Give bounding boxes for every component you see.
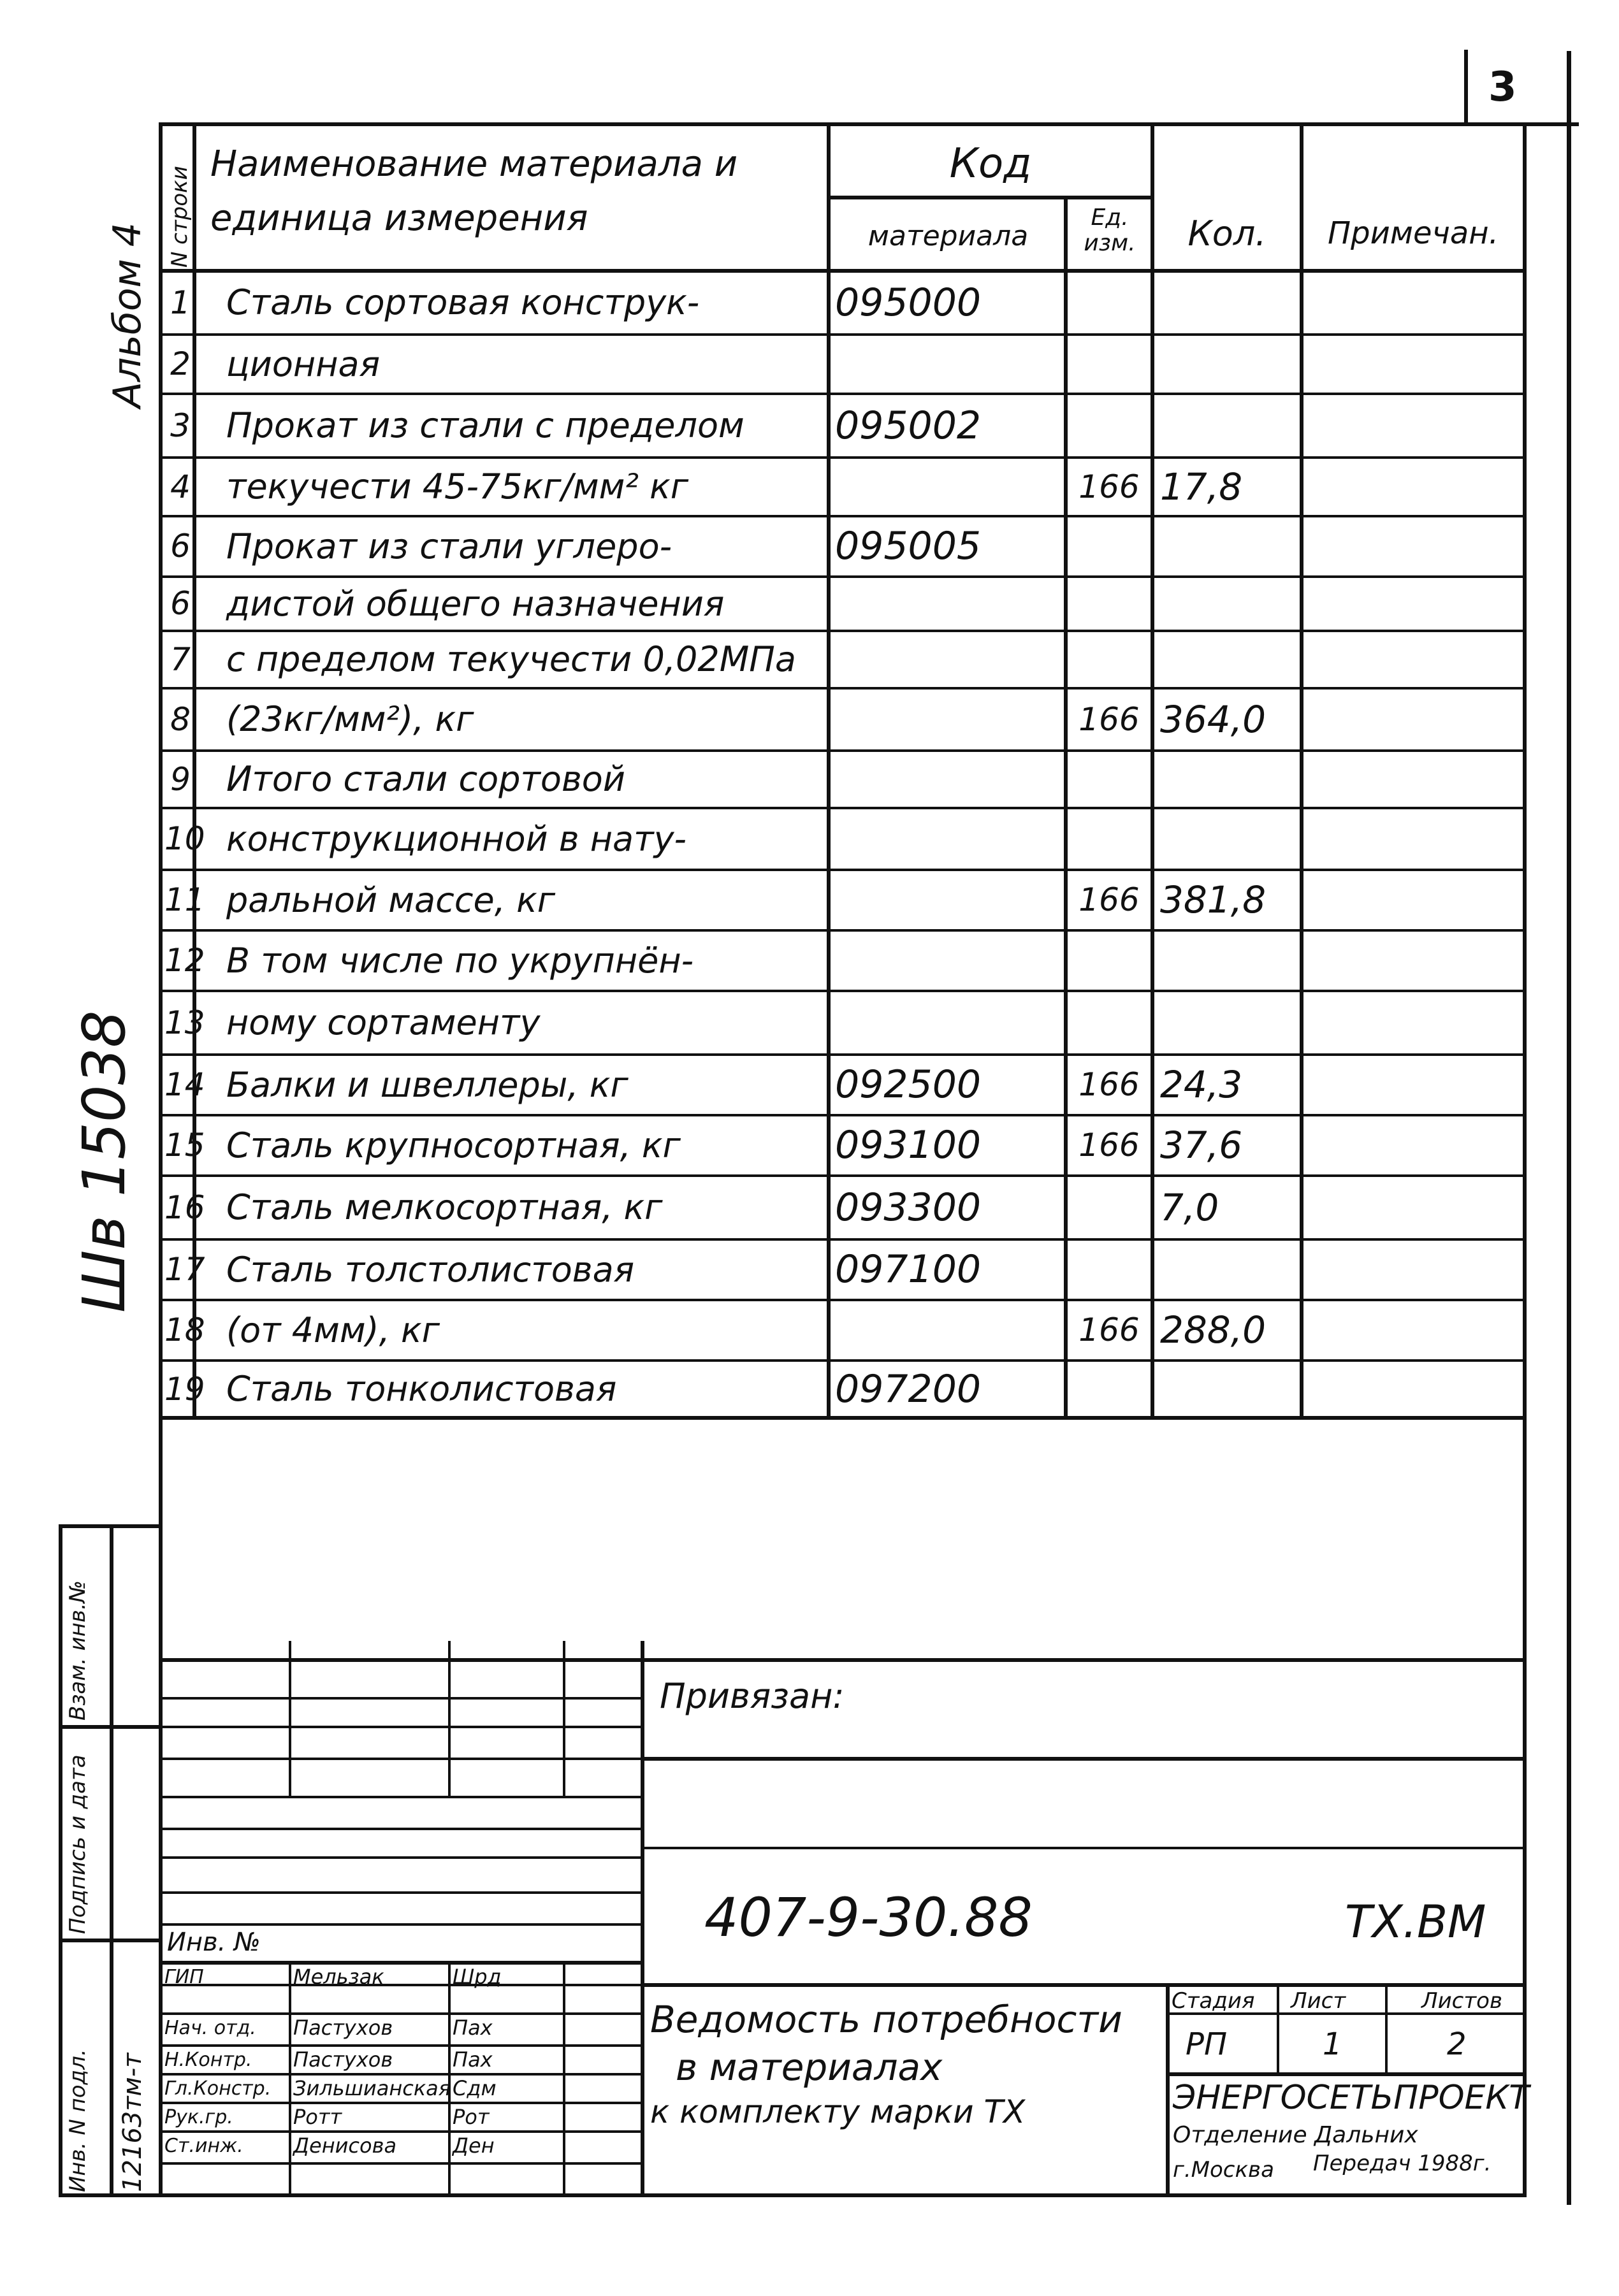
- signer-name: Пастухов: [293, 2016, 393, 2040]
- cell-qty: 7,0: [1160, 1186, 1219, 1229]
- cell-code: 095000: [835, 280, 982, 325]
- cell-code: 095005: [835, 524, 982, 568]
- cell-code: [835, 335, 1064, 394]
- cell-qty: [1160, 1239, 1300, 1300]
- cell-note: [1307, 1176, 1523, 1239]
- cell-unit: [1066, 1176, 1152, 1239]
- cell-no: 14: [164, 1066, 205, 1103]
- cell-qty: 381,8: [1160, 878, 1267, 921]
- signer-role: Ст.инж.: [164, 2135, 243, 2157]
- cell-unit: [1066, 930, 1152, 991]
- cell-qty: 37,6: [1160, 1123, 1243, 1167]
- cell-no: 1: [170, 284, 191, 321]
- title-line-3: к комплекту марки ТХ: [650, 2093, 1026, 2130]
- cell-qty: [1160, 751, 1300, 808]
- cell-unit: [1066, 751, 1152, 808]
- sheets-label: Листов: [1421, 1988, 1503, 2014]
- cell-qty: [1160, 516, 1300, 577]
- header-name: Наименование материала и единица измерения: [210, 143, 738, 239]
- stage-value: РП: [1186, 2026, 1228, 2062]
- cell-note: [1307, 1361, 1523, 1418]
- cell-unit: [1066, 394, 1152, 458]
- signer-sign: Шрд: [453, 1965, 502, 1989]
- cell-note: [1307, 458, 1523, 516]
- cell-code: 093100: [835, 1123, 982, 1167]
- cell-unit: 166: [1078, 701, 1140, 738]
- cell-name: текучести 45-75кг/мм² кг: [226, 466, 689, 507]
- cell-code: [835, 577, 1064, 631]
- cell-no: 13: [164, 1004, 205, 1041]
- cell-name: В том числе по укрупнён-: [226, 941, 694, 981]
- cell-code: [835, 631, 1064, 688]
- cell-no: 17: [164, 1251, 205, 1288]
- signer-role: Рук.гр.: [164, 2106, 233, 2128]
- cell-code: 095002: [835, 403, 982, 448]
- title-line-2: в материалах: [676, 2046, 943, 2089]
- cell-no: 9: [170, 761, 191, 798]
- stamp-inv-podl-value: 12163тм-т: [118, 2053, 147, 2192]
- sheet-label: Лист: [1291, 1988, 1346, 2014]
- cell-code: [835, 930, 1064, 991]
- cell-no: 15: [164, 1127, 205, 1164]
- signer-sign: Рот: [453, 2105, 490, 2129]
- cell-note: [1307, 1055, 1523, 1115]
- cell-unit: [1066, 335, 1152, 394]
- header-code-group: Код: [949, 140, 1032, 187]
- document-number: 407-9-30.88: [704, 1886, 1033, 1949]
- cell-note: [1307, 1300, 1523, 1361]
- cell-name: ральной массе, кг: [226, 880, 556, 920]
- cell-name: Сталь тонколистовая: [226, 1369, 617, 1409]
- inv-no-label: Инв. №: [167, 1928, 261, 1957]
- cell-unit: [1066, 271, 1152, 335]
- signer-name: Денисова: [293, 2134, 397, 2158]
- header-qty: Кол.: [1187, 213, 1267, 254]
- cell-qty: [1160, 335, 1300, 394]
- cell-unit: [1066, 1361, 1152, 1418]
- signer-role: Н.Контр.: [164, 2049, 252, 2071]
- cell-note: [1307, 1115, 1523, 1176]
- cell-name: Итого стали сортовой: [226, 759, 625, 799]
- cell-name: Сталь сортовая конструк-: [226, 282, 700, 322]
- cell-name: Прокат из стали углеро-: [226, 526, 672, 567]
- sheet-value: 1: [1323, 2026, 1342, 2062]
- signer-name: Ротт: [293, 2105, 342, 2129]
- cell-code: [835, 808, 1064, 870]
- cell-unit: 166: [1078, 1066, 1140, 1103]
- cell-qty: [1160, 930, 1300, 991]
- cell-qty: [1160, 991, 1300, 1055]
- signer-role: Нач. отд.: [164, 2017, 256, 2039]
- cell-code: 093300: [835, 1185, 982, 1230]
- cell-note: [1307, 1239, 1523, 1300]
- stamp-inv-podl-label: Инв. N подл.: [65, 2049, 91, 2192]
- cell-qty: [1160, 394, 1300, 458]
- cell-note: [1307, 631, 1523, 688]
- cell-unit: [1066, 808, 1152, 870]
- cell-code: [835, 991, 1064, 1055]
- cell-note: [1307, 751, 1523, 808]
- cell-code: [835, 1300, 1064, 1361]
- cell-unit: 166: [1078, 468, 1140, 505]
- cell-name: (от 4мм), кг: [226, 1310, 440, 1350]
- document-mark: ТХ.ВМ: [1345, 1896, 1486, 1948]
- album-label: Альбом 4: [105, 222, 150, 408]
- stamp-vzam-label: Взам. инв.№: [65, 1580, 91, 1721]
- cell-no: 12: [164, 942, 205, 979]
- stage-label: Стадия: [1172, 1988, 1255, 2014]
- cell-unit: 166: [1078, 881, 1140, 918]
- cell-code: 097200: [835, 1367, 982, 1412]
- org-sub-2: г.Москва: [1173, 2157, 1274, 2183]
- signer-sign: Ден: [453, 2134, 495, 2158]
- cell-note: [1307, 516, 1523, 577]
- header-material-code: материала: [868, 220, 1029, 252]
- cell-code: [835, 688, 1064, 751]
- cell-no: 2: [170, 345, 191, 382]
- cell-name: Балки и швеллеры, кг: [226, 1065, 628, 1105]
- cell-name: ному сортаменту: [226, 1002, 541, 1043]
- cell-qty: [1160, 1361, 1300, 1418]
- cell-name: Прокат из стали с пределом: [226, 405, 744, 445]
- header-note: Примечан.: [1328, 215, 1499, 251]
- cell-qty: [1160, 577, 1300, 631]
- cell-note: [1307, 688, 1523, 751]
- cell-code: 097100: [835, 1247, 982, 1292]
- cell-unit: [1066, 631, 1152, 688]
- cell-no: 18: [164, 1311, 205, 1348]
- cell-unit: [1066, 516, 1152, 577]
- org-sub-3: Передач 1988г.: [1313, 2151, 1492, 2176]
- cell-no: 6: [170, 528, 191, 565]
- cell-unit: 166: [1078, 1127, 1140, 1164]
- cell-name: Сталь мелкосортная, кг: [226, 1187, 663, 1227]
- cell-note: [1307, 991, 1523, 1055]
- inventory-code-label: Шв 15038: [70, 1010, 138, 1313]
- signer-name: Мельзак: [293, 1965, 384, 1989]
- cell-qty: 24,3: [1160, 1063, 1243, 1106]
- header-unit-code: Ед. изм.: [1084, 205, 1136, 256]
- cell-name: Сталь толстолистовая: [226, 1250, 635, 1290]
- cell-name: Сталь крупносортная, кг: [226, 1125, 681, 1166]
- cell-no: 3: [170, 407, 191, 444]
- cell-code: 092500: [835, 1062, 982, 1107]
- cell-no: 4: [170, 468, 191, 505]
- cell-unit: [1066, 1239, 1152, 1300]
- cell-no: 16: [164, 1189, 205, 1226]
- cell-qty: [1160, 271, 1300, 335]
- cell-name: конструкционной в нату-: [226, 819, 687, 859]
- cell-qty: 364,0: [1160, 698, 1267, 741]
- cell-code: [835, 870, 1064, 930]
- cell-name: (23кг/мм²), кг: [226, 699, 474, 739]
- cell-unit: [1066, 577, 1152, 631]
- cell-note: [1307, 577, 1523, 631]
- sheets-value: 2: [1447, 2026, 1467, 2062]
- cell-name: ционная: [226, 344, 381, 384]
- cell-no: 19: [164, 1371, 205, 1408]
- cell-note: [1307, 271, 1523, 335]
- signer-role: ГИП: [164, 1966, 204, 1988]
- signer-name: Пастухов: [293, 2047, 393, 2072]
- signer-name: Зильшианская: [293, 2076, 451, 2100]
- cell-qty: 17,8: [1160, 465, 1243, 509]
- stamp-podpis-label: Подпись и дата: [65, 1754, 91, 1934]
- signer-sign: Пах: [453, 2016, 493, 2040]
- cell-note: [1307, 808, 1523, 870]
- signer-sign: Пах: [453, 2047, 493, 2072]
- cell-qty: [1160, 808, 1300, 870]
- cell-code: [835, 458, 1064, 516]
- header-row-no: N строки: [167, 166, 192, 268]
- signer-sign: Сдм: [453, 2076, 497, 2100]
- cell-unit: 166: [1078, 1311, 1140, 1348]
- cell-note: [1307, 930, 1523, 991]
- cell-code: [835, 751, 1064, 808]
- cell-note: [1307, 394, 1523, 458]
- cell-qty: 288,0: [1160, 1308, 1267, 1352]
- cell-no: 11: [164, 881, 205, 918]
- cell-note: [1307, 870, 1523, 930]
- cell-name: дистой общего назначения: [226, 584, 725, 624]
- cell-name: с пределом текучести 0,02МПа: [226, 639, 796, 679]
- org-sub-1: Отделение Дальних: [1173, 2122, 1418, 2148]
- signer-role: Гл.Констр.: [164, 2077, 272, 2100]
- privyazan-label: Привязан:: [660, 1676, 845, 1716]
- sheet-number: 3: [1488, 64, 1517, 111]
- cell-unit: [1066, 991, 1152, 1055]
- cell-no: 10: [164, 820, 205, 857]
- cell-no: 7: [170, 641, 191, 678]
- title-line-1: Ведомость потребности: [650, 1998, 1122, 2041]
- cell-no: 8: [170, 701, 191, 738]
- org-name: ЭНЕРГОСЕТЬПРОЕКТ: [1173, 2079, 1530, 2117]
- cell-note: [1307, 335, 1523, 394]
- cell-no: 6: [170, 585, 191, 622]
- cell-qty: [1160, 631, 1300, 688]
